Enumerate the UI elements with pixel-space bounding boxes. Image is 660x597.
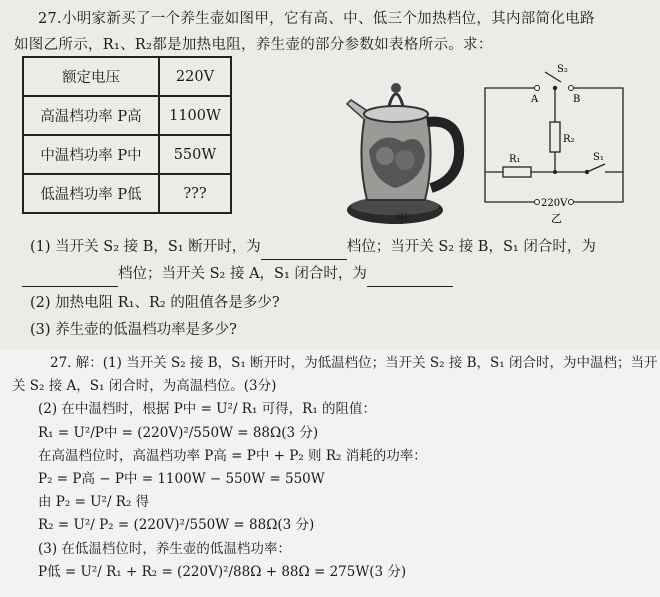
table-label: 低温档功率 P低 (23, 174, 159, 213)
question-1-line1 (30, 235, 596, 260)
answer-line: 27. 解：(1) 当开关 S₂ 接 B，S₁ 断开时，为低温档位；当开关 S₂ 接 B，S₁ 闭合时，为中温档；当开 (50, 355, 658, 371)
label-a: A (531, 94, 539, 105)
table-row (23, 96, 231, 135)
table-label: 高温档功率 P高 (23, 96, 159, 135)
question-1-line2 (22, 262, 453, 287)
answer-line: 在高温档位时，高温档功率 P高 = P中 + P₂ 则 R₂ 消耗的功率： (38, 447, 427, 464)
answer-line: 关 S₂ 接 A，S₁ 闭合时，为高温档位。(3分) (12, 378, 277, 395)
question-2: (2) 加热电阻 R₁、R₂ 的阻值各是多少? (30, 295, 280, 311)
answer-blank-3 (367, 262, 453, 287)
answer-line: P低 = U²/ R₁ + R₂ = (220V)²/88Ω + 88Ω = 275W(3 分) (38, 563, 407, 580)
question-1-text-c: 档位；当开关 S₂ 接 A，S₁ 闭合时，为 (118, 266, 367, 282)
label-r2: R₂ (563, 134, 575, 145)
answer-blank-2 (22, 262, 118, 287)
table-value: ??? (159, 174, 231, 213)
caption-yi: 乙 (551, 212, 562, 225)
caption-jia: 甲 (396, 212, 409, 226)
question-1-text-b: 档位；当开关 S₂ 接 B，S₁ 闭合时，为 (346, 239, 596, 255)
table-label: 中温档功率 P中 (23, 135, 159, 174)
label-220v: 220V (541, 198, 568, 209)
answer-line: R₁ = U²/P中 = (220V)²/550W = 88Ω(3 分) (38, 424, 319, 441)
label-r1: R₁ (509, 154, 521, 165)
question-3: (3) 养生壶的低温档功率是多少? (30, 322, 237, 338)
table-row (23, 57, 231, 96)
kettle-image (343, 60, 473, 230)
answer-line: 由 P₂ = U²/ R₂ 得 (38, 494, 150, 511)
answer-line: R₂ = U²/ P₂ = (220V)²/550W = 88Ω(3 分) (38, 517, 315, 534)
parameter-table (22, 56, 232, 214)
table-row (23, 174, 231, 213)
question-header-line2: 如图乙所示，R₁、R₂都是加热电阻，养生壶的部分参数如表格所示。求： (14, 37, 493, 53)
answer-blank-1 (261, 235, 347, 260)
answer-line: (3) 在低温档位时，养生壶的低温档功率： (38, 540, 291, 557)
table-label: 额定电压 (23, 57, 159, 96)
question-1-text-a: (1) 当开关 S₂ 接 B，S₁ 断开时，为 (30, 239, 261, 255)
circuit-diagram (475, 62, 645, 232)
label-s1: S₁ (593, 152, 604, 163)
label-b: B (573, 94, 581, 105)
answer-line: (2) 在中温档时，根据 P中 = U²/ R₁ 可得，R₁ 的阻值： (38, 401, 377, 418)
answer-line: P₂ = P高 − P中 = 1100W − 550W = 550W (38, 471, 325, 488)
question-header-line1: 27.小明家新买了一个养生壶如图甲，它有高、中、低三个加热档位，其内部简化电路 (38, 11, 595, 27)
question-header (14, 6, 654, 58)
table-value: 550W (159, 135, 231, 174)
label-s2: S₂ (557, 64, 568, 75)
answer-block (12, 352, 658, 584)
table-value: 1100W (159, 96, 231, 135)
table-value: 220V (159, 57, 231, 96)
table-row (23, 135, 231, 174)
